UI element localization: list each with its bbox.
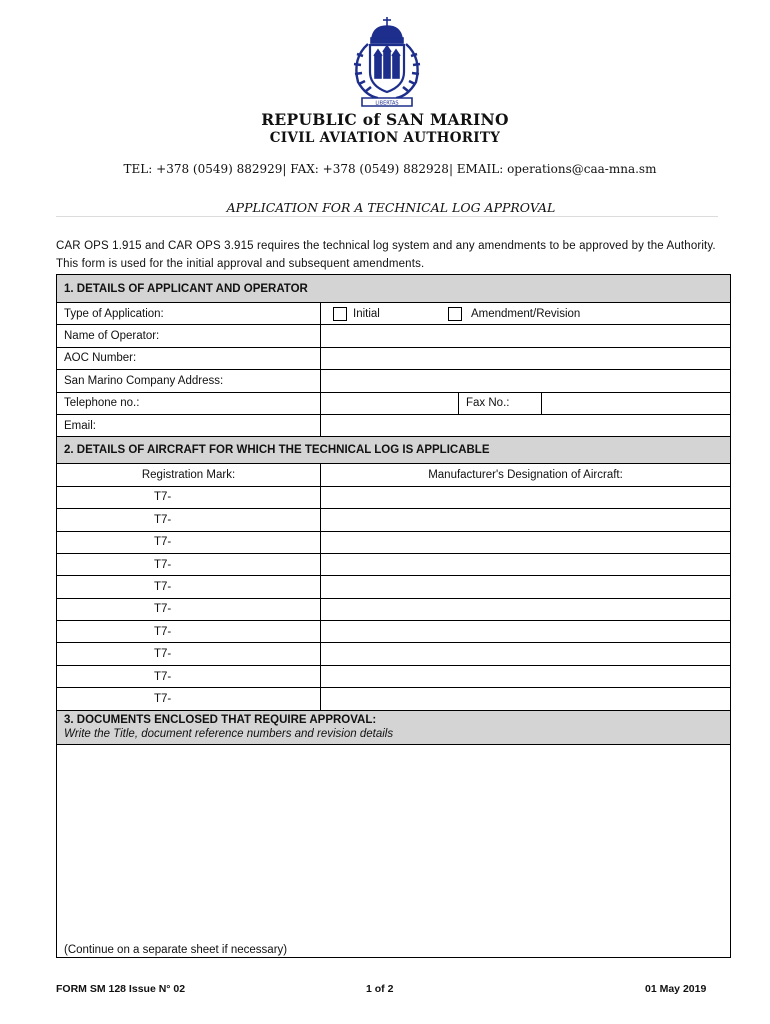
manufacturer-cell[interactable] [321,554,730,575]
section3-instructions: Write the Title, document reference numbers and revision details [64,727,394,740]
initial-label: Initial [353,307,380,320]
manufacturer-header: Manufacturer's Designation of Aircraft: [428,469,623,482]
registration-mark-cell[interactable]: T7- [57,487,321,508]
aircraft-row [57,486,730,508]
manufacturer-cell[interactable] [321,509,730,530]
form-number: FORM SM 128 Issue N° 02 [56,983,186,995]
aircraft-row [57,531,730,553]
registration-mark-cell[interactable]: T7- [57,576,321,597]
operator-field[interactable] [321,325,730,346]
registration-mark-cell[interactable]: T7- [57,621,321,642]
aircraft-row [57,598,730,620]
section1-heading: 1. DETAILS OF APPLICANT AND OPERATOR [57,275,730,302]
registration-mark-cell[interactable]: T7- [57,509,321,530]
aircraft-row [57,687,730,709]
fax-label: Fax No.: [459,393,542,414]
aoc-row [57,347,730,369]
address-field[interactable] [321,370,730,391]
registration-mark-header: Registration Mark: [57,464,321,485]
application-form-table [56,274,731,958]
manufacturer-cell[interactable] [321,487,730,508]
amendment-checkbox[interactable] [448,307,462,321]
type-of-application-row [57,302,730,324]
telephone-label: Telephone no.: [57,393,321,414]
page-number: 1 of 2 [366,983,394,995]
aircraft-row [57,665,730,687]
manufacturer-cell[interactable] [321,576,730,597]
email-field[interactable] [321,415,730,436]
section3-heading [57,710,730,744]
registration-mark-cell[interactable]: T7- [57,554,321,575]
aircraft-row [57,508,730,530]
operator-row [57,324,730,346]
continue-note: (Continue on a separate sheet if necessary) [64,943,288,956]
amendment-label: Amendment/Revision [471,307,581,320]
manufacturer-cell[interactable] [321,621,730,642]
form-date: 01 May 2019 [645,983,707,995]
contact-line: TEL: +378 (0549) 882929| FAX: +378 (0549) 882928| EMAIL: operations@caa-mna.sm [123,162,657,176]
registration-mark-cell[interactable]: T7- [57,532,321,553]
registration-mark-cell[interactable]: T7- [57,688,321,709]
manufacturer-cell[interactable] [321,532,730,553]
aircraft-row [57,642,730,664]
aircraft-row [57,553,730,575]
aircraft-row [57,620,730,642]
aoc-label: AOC Number: [57,348,321,369]
registration-mark-cell[interactable]: T7- [57,643,321,664]
manufacturer-cell[interactable] [321,643,730,664]
manufacturer-cell[interactable] [321,666,730,687]
telephone-row [57,392,730,414]
intro-paragraph: CAR OPS 1.915 and CAR OPS 3.915 requires the technical log system and any amendments to be approved by the Authority. This form is used for the initial approval and subsequent amendments. [56,240,716,270]
registration-mark-cell[interactable]: T7- [57,666,321,687]
fax-field[interactable] [542,393,730,414]
email-row [57,414,730,436]
aircraft-row [57,575,730,597]
operator-label: Name of Operator: [57,325,321,346]
aoc-field[interactable] [321,348,730,369]
svg-text:LIBERTAS: LIBERTAS [375,100,399,107]
type-of-application-label: Type of Application: [57,303,321,324]
address-label: San Marino Company Address: [57,370,321,391]
title-divider [56,216,718,217]
address-row [57,369,730,391]
san-marino-coat-of-arms-logo [344,14,430,110]
telephone-field[interactable] [321,393,459,414]
documents-enclosed-field[interactable] [57,744,730,957]
aircraft-header-row [57,463,730,485]
email-label: Email: [57,415,321,436]
manufacturer-cell[interactable] [321,599,730,620]
authority-title: CIVIL AVIATION AUTHORITY [269,130,501,146]
section3-title: 3. DOCUMENTS ENCLOSED THAT REQUIRE APPROVAL: [64,713,377,726]
initial-checkbox[interactable] [333,307,347,321]
form-title: APPLICATION FOR A TECHNICAL LOG APPROVAL [226,200,556,215]
section2-heading: 2. DETAILS OF AIRCRAFT FOR WHICH THE TECHNICAL LOG IS APPLICABLE [57,436,730,463]
republic-title: REPUBLIC of SAN MARINO [261,110,509,129]
registration-mark-cell[interactable]: T7- [57,599,321,620]
manufacturer-cell[interactable] [321,688,730,709]
